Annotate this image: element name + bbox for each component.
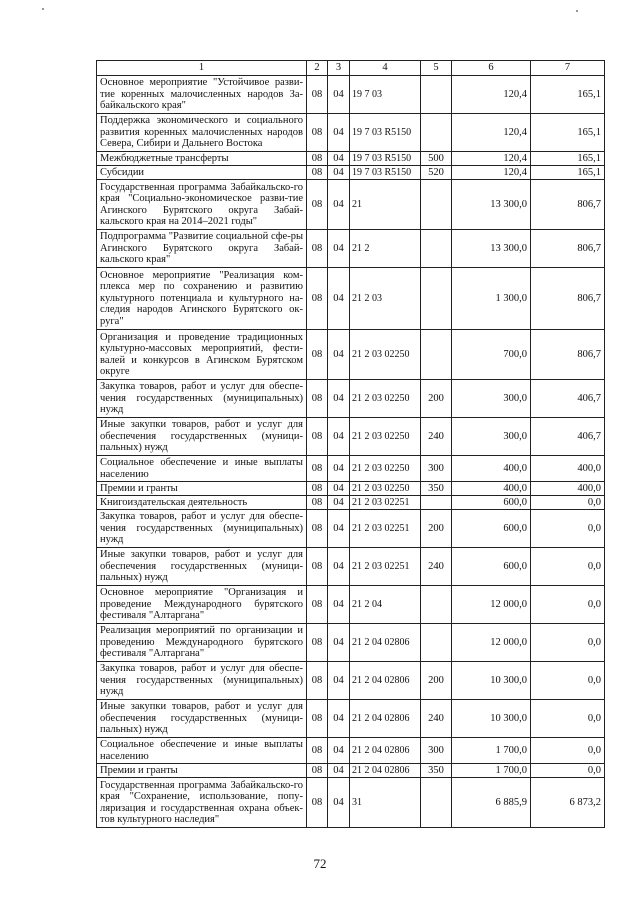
cell-subsection: 04	[328, 496, 350, 510]
cell-expense-type: 350	[421, 764, 452, 778]
cell-amount-2: 0,0	[531, 662, 605, 700]
cell-amount-1: 600,0	[452, 510, 531, 548]
table-row	[97, 624, 605, 662]
cell-subsection: 04	[328, 510, 350, 548]
cell-amount-1: 120,4	[452, 114, 531, 152]
cell-expense-type	[421, 268, 452, 330]
cell-amount-1: 700,0	[452, 330, 531, 380]
table-row	[97, 166, 605, 180]
cell-target-article: 21 2 03 02251	[350, 496, 421, 510]
table-header-row	[97, 61, 605, 76]
table-row	[97, 700, 605, 738]
cell-target-article: 21 2 04 02806	[350, 700, 421, 738]
header-col-5: 5	[421, 61, 452, 76]
header-col-7: 7	[531, 61, 605, 76]
cell-amount-2: 0,0	[531, 496, 605, 510]
cell-expense-type: 200	[421, 662, 452, 700]
cell-amount-1: 600,0	[452, 548, 531, 586]
cell-expense-type: 300	[421, 738, 452, 764]
cell-amount-1: 600,0	[452, 496, 531, 510]
table-row	[97, 114, 605, 152]
cell-amount-2: 406,7	[531, 380, 605, 418]
cell-section: 08	[307, 778, 328, 828]
cell-target-article: 21 2 04 02806	[350, 624, 421, 662]
cell-section: 08	[307, 330, 328, 380]
cell-section: 08	[307, 482, 328, 496]
table-row	[97, 380, 605, 418]
cell-amount-2: 806,7	[531, 180, 605, 230]
cell-expense-type: 350	[421, 482, 452, 496]
cell-amount-1: 120,4	[452, 76, 531, 114]
cell-amount-1: 12 000,0	[452, 624, 531, 662]
cell-subsection: 04	[328, 418, 350, 456]
cell-target-article: 21	[350, 180, 421, 230]
cell-expense-type: 200	[421, 510, 452, 548]
table-row	[97, 418, 605, 456]
cell-target-article: 21 2 03	[350, 268, 421, 330]
table-row	[97, 268, 605, 330]
cell-section: 08	[307, 548, 328, 586]
cell-target-article: 21 2 03 02250	[350, 482, 421, 496]
cell-name: Иные закупки товаров, работ и услуг для обеспечения государственных (муници-пальных) нужд	[97, 418, 307, 456]
cell-name: Закупка товаров, работ и услуг для обеспе-чения государственных (муниципальных) нужд	[97, 662, 307, 700]
cell-amount-1: 13 300,0	[452, 230, 531, 268]
cell-section: 08	[307, 230, 328, 268]
cell-target-article: 21 2 04	[350, 586, 421, 624]
cell-amount-1: 12 000,0	[452, 586, 531, 624]
table-row	[97, 778, 605, 828]
cell-name: Иные закупки товаров, работ и услуг для обеспечения государственных (муници-пальных) нужд	[97, 548, 307, 586]
cell-target-article: 19 7 03 R5150	[350, 166, 421, 180]
cell-amount-1: 1 700,0	[452, 764, 531, 778]
cell-amount-2: 0,0	[531, 738, 605, 764]
cell-subsection: 04	[328, 380, 350, 418]
cell-amount-2: 0,0	[531, 624, 605, 662]
cell-subsection: 04	[328, 624, 350, 662]
cell-target-article: 21 2 04 02806	[350, 738, 421, 764]
cell-name: Книгоиздательская деятельность	[97, 496, 307, 510]
cell-expense-type: 240	[421, 700, 452, 738]
cell-amount-2: 0,0	[531, 764, 605, 778]
table-row	[97, 76, 605, 114]
cell-target-article: 21 2 03 02251	[350, 510, 421, 548]
table-row	[97, 330, 605, 380]
cell-amount-2: 0,0	[531, 586, 605, 624]
table-row	[97, 764, 605, 778]
cell-target-article: 19 7 03 R5150	[350, 152, 421, 166]
cell-name: Основное мероприятие "Организация и проведение Международного бурятского фестиваля "Алтаргана"	[97, 586, 307, 624]
table-row	[97, 180, 605, 230]
cell-name: Государственная программа Забайкальско-го края "Сохранение, использование, попу-ляризация и государственная охрана объек-тов культурного наследия"	[97, 778, 307, 828]
cell-amount-1: 13 300,0	[452, 180, 531, 230]
cell-section: 08	[307, 418, 328, 456]
cell-section: 08	[307, 496, 328, 510]
cell-target-article: 19 7 03 R5150	[350, 114, 421, 152]
cell-amount-1: 300,0	[452, 418, 531, 456]
cell-amount-2: 6 873,2	[531, 778, 605, 828]
cell-section: 08	[307, 700, 328, 738]
cell-name: Премии и гранты	[97, 764, 307, 778]
table-row	[97, 152, 605, 166]
cell-section: 08	[307, 586, 328, 624]
table-row	[97, 496, 605, 510]
cell-amount-1: 400,0	[452, 482, 531, 496]
cell-subsection: 04	[328, 180, 350, 230]
cell-section: 08	[307, 510, 328, 548]
cell-section: 08	[307, 738, 328, 764]
cell-amount-2: 400,0	[531, 456, 605, 482]
cell-target-article: 21 2 04 02806	[350, 662, 421, 700]
cell-section: 08	[307, 268, 328, 330]
cell-name: Поддержка экономического и социального развития коренных малочисленных народов Севера, Сибири и Дальнего Востока	[97, 114, 307, 152]
table-row	[97, 662, 605, 700]
cell-amount-2: 165,1	[531, 76, 605, 114]
cell-subsection: 04	[328, 738, 350, 764]
cell-amount-1: 300,0	[452, 380, 531, 418]
cell-amount-1: 400,0	[452, 456, 531, 482]
cell-section: 08	[307, 166, 328, 180]
cell-name: Государственная программа Забайкальско-го края "Социально-экономическое разви-тие Агинского Бурятского округа Забай-кальского края на 2014–2021 годы"	[97, 180, 307, 230]
cell-target-article: 21 2	[350, 230, 421, 268]
cell-section: 08	[307, 152, 328, 166]
cell-expense-type	[421, 114, 452, 152]
cell-name: Реализация мероприятий по организации и проведению Международного бурятского фестиваля "Алтаргана"	[97, 624, 307, 662]
cell-subsection: 04	[328, 268, 350, 330]
cell-subsection: 04	[328, 456, 350, 482]
cell-section: 08	[307, 114, 328, 152]
cell-expense-type: 300	[421, 456, 452, 482]
cell-amount-1: 1 300,0	[452, 268, 531, 330]
cell-subsection: 04	[328, 152, 350, 166]
cell-name: Субсидии	[97, 166, 307, 180]
cell-name: Премии и гранты	[97, 482, 307, 496]
cell-expense-type	[421, 76, 452, 114]
cell-name: Межбюджетные трансферты	[97, 152, 307, 166]
cell-subsection: 04	[328, 548, 350, 586]
cell-expense-type	[421, 330, 452, 380]
cell-amount-2: 406,7	[531, 418, 605, 456]
header-col-6: 6	[452, 61, 531, 76]
cell-expense-type: 520	[421, 166, 452, 180]
cell-amount-2: 806,7	[531, 268, 605, 330]
cell-section: 08	[307, 624, 328, 662]
cell-amount-2: 806,7	[531, 330, 605, 380]
cell-name: Закупка товаров, работ и услуг для обеспе-чения государственных (муниципальных) нужд	[97, 510, 307, 548]
cell-subsection: 04	[328, 330, 350, 380]
cell-section: 08	[307, 662, 328, 700]
cell-amount-1: 6 885,9	[452, 778, 531, 828]
cell-name: Организация и проведение традиционных культурно-массовых мероприятий, фести-валей и конкурсов в Агинском Бурятском округе	[97, 330, 307, 380]
cell-subsection: 04	[328, 166, 350, 180]
table-row	[97, 482, 605, 496]
scan-speck	[42, 8, 44, 10]
cell-name: Подпрограмма "Развитие социальной сфе-ры Агинского Бурятского округа Забай-кальского края"	[97, 230, 307, 268]
cell-expense-type: 500	[421, 152, 452, 166]
cell-expense-type: 200	[421, 380, 452, 418]
cell-target-article: 21 2 03 02250	[350, 380, 421, 418]
scan-speck	[576, 10, 578, 12]
header-col-4: 4	[350, 61, 421, 76]
cell-amount-2: 165,1	[531, 114, 605, 152]
cell-amount-1: 1 700,0	[452, 738, 531, 764]
cell-target-article: 31	[350, 778, 421, 828]
cell-name: Социальное обеспечение и иные выплаты населению	[97, 738, 307, 764]
cell-amount-1: 10 300,0	[452, 662, 531, 700]
cell-subsection: 04	[328, 764, 350, 778]
cell-expense-type: 240	[421, 548, 452, 586]
cell-name: Закупка товаров, работ и услуг для обеспе-чения государственных (муниципальных) нужд	[97, 380, 307, 418]
table-row	[97, 230, 605, 268]
cell-amount-2: 806,7	[531, 230, 605, 268]
cell-subsection: 04	[328, 482, 350, 496]
header-col-3: 3	[328, 61, 350, 76]
cell-name: Социальное обеспечение и иные выплаты населению	[97, 456, 307, 482]
cell-section: 08	[307, 764, 328, 778]
cell-expense-type: 240	[421, 418, 452, 456]
cell-subsection: 04	[328, 230, 350, 268]
cell-expense-type	[421, 496, 452, 510]
cell-subsection: 04	[328, 778, 350, 828]
header-col-1: 1	[97, 61, 307, 76]
cell-section: 08	[307, 180, 328, 230]
cell-target-article: 21 2 03 02251	[350, 548, 421, 586]
cell-expense-type	[421, 778, 452, 828]
cell-subsection: 04	[328, 700, 350, 738]
cell-section: 08	[307, 380, 328, 418]
cell-expense-type	[421, 624, 452, 662]
cell-target-article: 21 2 03 02250	[350, 418, 421, 456]
table-row	[97, 456, 605, 482]
cell-target-article: 21 2 03 02250	[350, 456, 421, 482]
cell-amount-2: 0,0	[531, 510, 605, 548]
cell-section: 08	[307, 456, 328, 482]
cell-amount-2: 165,1	[531, 152, 605, 166]
table-row	[97, 510, 605, 548]
cell-amount-2: 165,1	[531, 166, 605, 180]
cell-amount-2: 400,0	[531, 482, 605, 496]
cell-expense-type	[421, 180, 452, 230]
table-row	[97, 548, 605, 586]
cell-subsection: 04	[328, 662, 350, 700]
cell-subsection: 04	[328, 114, 350, 152]
cell-target-article: 21 2 03 02250	[350, 330, 421, 380]
page-number: 72	[313, 856, 327, 871]
cell-amount-1: 10 300,0	[452, 700, 531, 738]
table-body	[97, 76, 605, 828]
cell-target-article: 21 2 04 02806	[350, 764, 421, 778]
cell-subsection: 04	[328, 586, 350, 624]
cell-section: 08	[307, 76, 328, 114]
cell-expense-type	[421, 586, 452, 624]
budget-table	[96, 60, 605, 828]
cell-name: Иные закупки товаров, работ и услуг для обеспечения государственных (муници-пальных) нужд	[97, 700, 307, 738]
cell-target-article: 19 7 03	[350, 76, 421, 114]
table-row	[97, 738, 605, 764]
cell-amount-1: 120,4	[452, 166, 531, 180]
table-row	[97, 586, 605, 624]
cell-name: Основное мероприятие "Реализация ком-плекса мер по сохранению и развитию культурного потенциала и культурного на-следия народов Агинского Бурятского ок-руга"	[97, 268, 307, 330]
header-col-2: 2	[307, 61, 328, 76]
cell-amount-2: 0,0	[531, 548, 605, 586]
cell-amount-1: 120,4	[452, 152, 531, 166]
cell-expense-type	[421, 230, 452, 268]
cell-subsection: 04	[328, 76, 350, 114]
cell-amount-2: 0,0	[531, 700, 605, 738]
cell-name: Основное мероприятие "Устойчивое разви-тие коренных малочисленных народов За-байкальского края"	[97, 76, 307, 114]
